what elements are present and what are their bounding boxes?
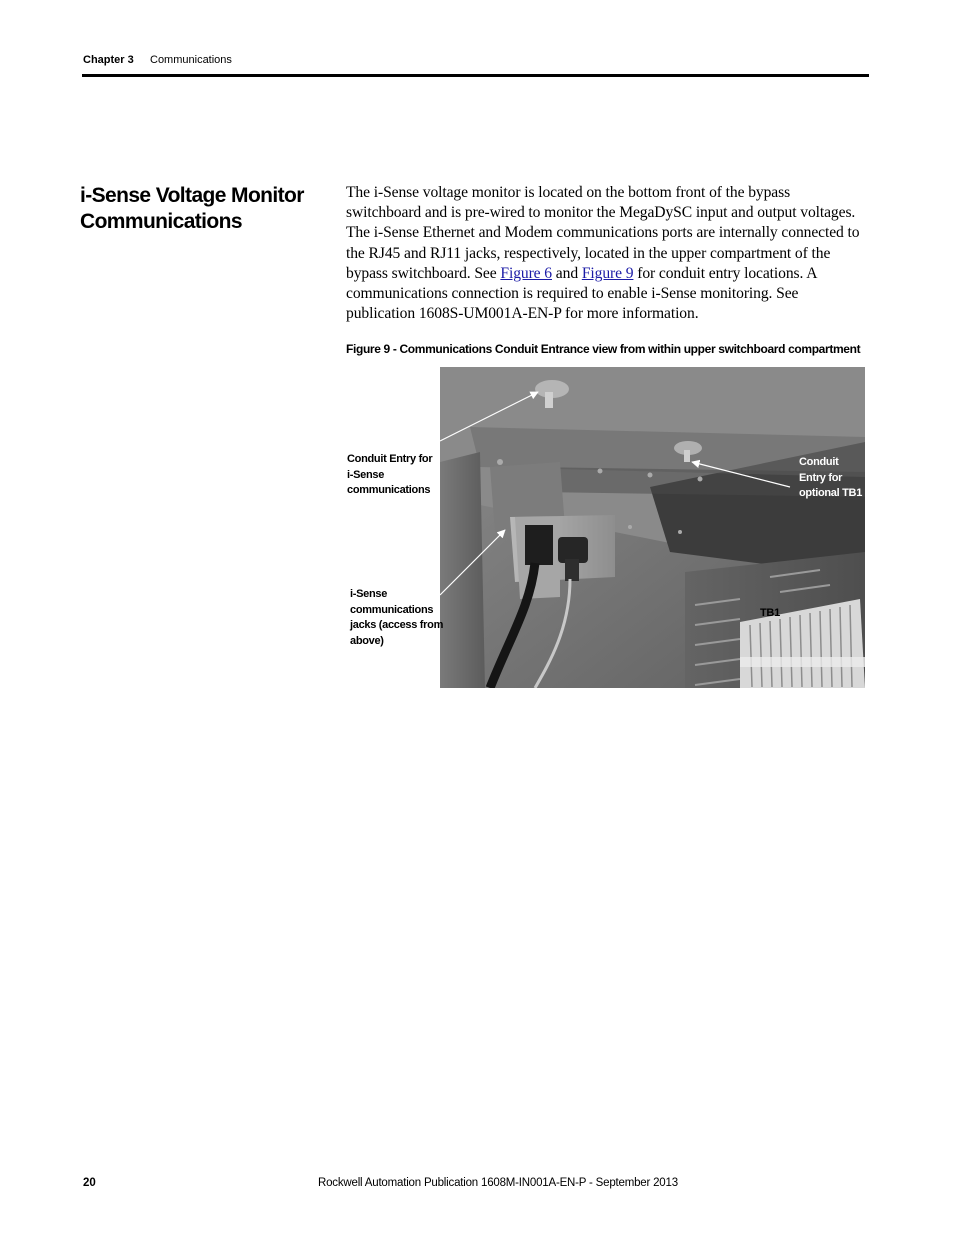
body-paragraph [346,183,866,324]
callout-jacks: i-Sense communications jacks (access from above) [350,588,444,647]
body-text-part1: The i-Sense voltage monitor is located on the bottom front of the bypass switchboard and is pre-wired to monitor the MegaDySC input and output voltages. The i-Sense Ethernet and Modem communications ports are internally connected to the RJ45 and RJ11 jacks, respectively, located in the upper compartment of the bypass switchboard. See [346,184,860,282]
chapter-label: Chapter 3 [83,54,134,66]
callout-tb1: TB1 [760,607,780,619]
body-text-part2: and [552,264,582,282]
publication-info: Rockwell Automation Publication 1608M-IN001A-EN-P - September 2013 [318,1177,678,1189]
body-text-part3: for conduit entry locations. A communications connection is required to enable i-Sense monitoring. See publication 1608S-UM001A-EN-P for more information. [346,264,817,323]
figure-9-link[interactable]: Figure 9 [581,264,634,282]
header-rule [82,74,869,77]
section-heading [80,183,330,235]
figure-caption: Figure 9 - Communications Conduit Entrance view from within upper switchboard compartment [346,342,861,356]
switchboard-photo [440,367,865,688]
callout-conduit-tb1: Conduit Entry for optional TB1 [799,456,863,499]
section-heading-line1: i-Sense Voltage Monitor [80,184,304,207]
section-heading-line2: Communications [80,210,242,233]
page-number: 20 [83,1177,96,1189]
figure-6-link[interactable]: Figure 6 [500,264,552,282]
callout-conduit-isense: Conduit Entry for i-Sense communications [347,453,433,496]
chapter-title: Communications [150,54,232,66]
